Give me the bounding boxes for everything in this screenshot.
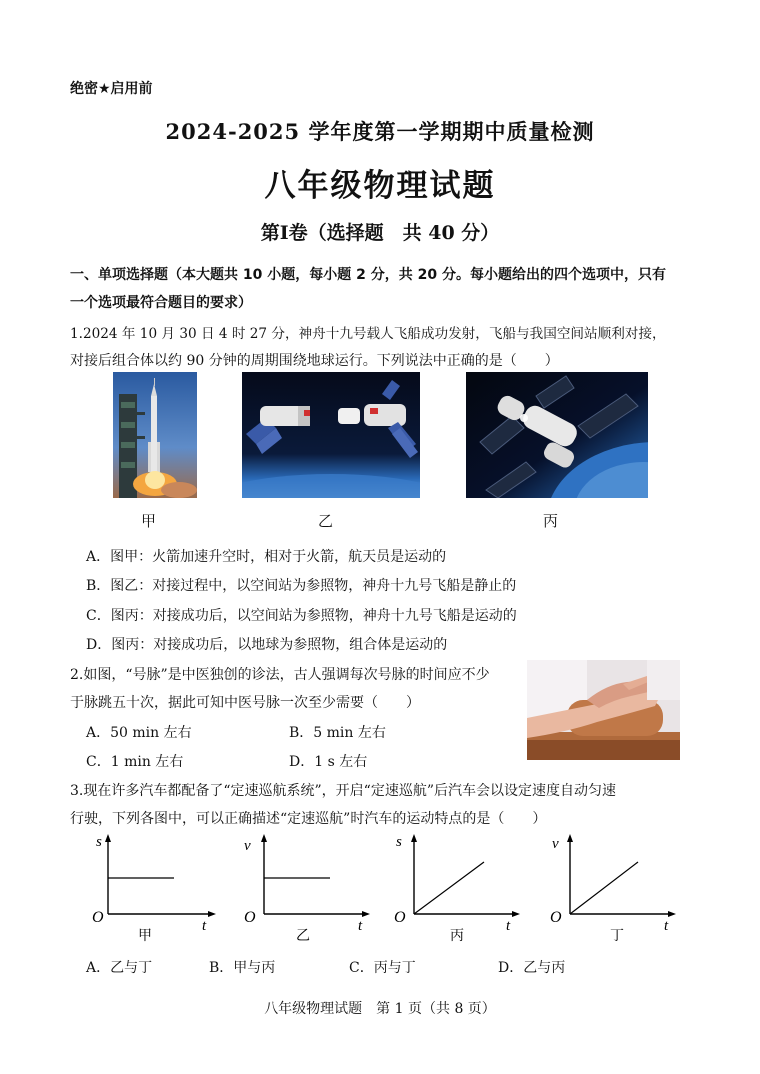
q2-option-c: C．1 min 左右: [86, 754, 184, 770]
graph-yi: [242, 830, 382, 948]
graph-jia-origin: O: [92, 909, 104, 926]
graph-yi-ylabel: v: [244, 838, 251, 854]
q3-stem-line1: 3.现在许多汽车都配备了“定速巡航系统”，开启“定速巡航”后汽车会以设定速度自动匀速: [70, 783, 616, 799]
q3-option-a: A．乙与丁: [86, 960, 153, 976]
graph-bing-caption: 丙: [450, 929, 464, 944]
confidential-label: 绝密★启用前: [70, 81, 153, 97]
pulse-diagnosis-image: [527, 660, 680, 760]
q3-option-c: C．丙与丁: [349, 960, 416, 976]
docking-image: [242, 372, 420, 498]
page-footer: 八年级物理试题 第 1 页（共 8 页）: [264, 1001, 496, 1017]
page-title: 八年级物理试题: [264, 168, 496, 204]
q3-stem-line2: 行驶，下列各图中，可以正确描述“定速巡航”时汽车的运动特点的是（ ）: [70, 811, 547, 827]
q2-option-d: D．1 s 左右: [289, 754, 368, 770]
q1-stem-line2: 对接后组合体以约 90 分钟的周期围绕地球运行。下列说法中正确的是（ ）: [70, 353, 559, 369]
q1-option-c: C．图丙：对接成功后，以空间站为参照物，神舟十九号飞船是运动的: [86, 608, 517, 624]
q1-option-b: B．图乙：对接过程中，以空间站为参照物，神舟十九号飞船是静止的: [86, 578, 517, 594]
image-caption-jia: 甲: [141, 512, 157, 530]
graph-ding-ylabel: v: [552, 836, 559, 852]
q2-stem-line2: 于脉跳五十次，据此可知中医号脉一次至少需要（ ）: [70, 695, 420, 711]
graph-yi-origin: O: [244, 909, 256, 926]
graph-jia-caption: 甲: [138, 929, 152, 944]
q1-option-a: A．图甲：火箭加速升空时，相对于火箭，航天员是运动的: [86, 549, 447, 565]
q1-stem-line1: 1.2024 年 10 月 30 日 4 时 27 分，神舟十九号载人飞船成功发射，飞船与我国空间站顺利对接，: [70, 326, 666, 342]
graph-bing: [392, 830, 532, 948]
graph-jia: [88, 830, 228, 948]
graph-ding-origin: O: [550, 909, 562, 926]
q2-stem-line1: 2.如图，“号脉”是中医独创的诊法，古人强调每次号脉的时间应不少: [70, 667, 490, 683]
graph-ding: [548, 830, 688, 948]
graph-bing-ylabel: s: [396, 834, 402, 850]
section-heading-line2: 一个选项最符合题目的要求）: [70, 295, 252, 311]
q1-option-d: D．图丙：对接成功后，以地球为参照物，组合体是运动的: [86, 637, 448, 653]
q2-option-b: B．5 min 左右: [289, 725, 386, 741]
graph-yi-xlabel: t: [358, 918, 363, 934]
exam-title: 2024-2025 学年度第一学期期中质量检测: [165, 119, 595, 144]
q3-option-d: D．乙与丙: [498, 960, 566, 976]
volume-title: 第Ⅰ卷（选择题 共 40 分）: [260, 222, 500, 244]
graph-bing-xlabel: t: [506, 918, 511, 934]
image-caption-bing: 丙: [543, 512, 559, 530]
graph-jia-xlabel: t: [202, 918, 207, 934]
q2-option-a: A．50 min 左右: [86, 725, 192, 741]
graph-yi-caption: 乙: [296, 929, 310, 944]
section-heading-line1: 一、单项选择题（本大题共 10 小题，每小题 2 分，共 20 分。每小题给出的四个选项中，只有: [70, 267, 666, 283]
image-caption-yi: 乙: [318, 512, 334, 530]
graph-bing-origin: O: [394, 909, 406, 926]
graph-ding-xlabel: t: [664, 918, 669, 934]
rocket-launch-image: [113, 372, 197, 498]
graph-ding-caption: 丁: [610, 929, 624, 944]
space-station-image: [466, 372, 648, 498]
graph-jia-ylabel: s: [96, 834, 102, 850]
q3-option-b: B．甲与丙: [209, 960, 276, 976]
